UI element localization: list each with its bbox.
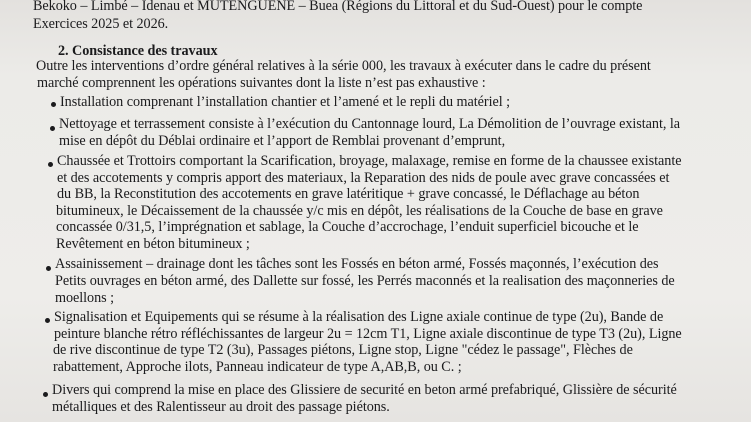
bullet-6-line-2: métalliques et des Ralentisseur au droit des passage piétons. xyxy=(52,399,390,415)
intro-line-2: marché comprennent les opérations suivantes dont la liste n’est pas exhaustive : xyxy=(37,75,486,91)
bullet-4-line-1: Assainissement – drainage dont les tâches sont les Fossés en béton armé, Fossés maçonnés, l’exécution des xyxy=(55,256,659,272)
bullet-4-line-3: moellons ; xyxy=(55,290,115,306)
header-line-1: Bekoko – Limbé – Idenau et MUTENGUENE – Buea (Régions du Littoral et du Sud-Ouest) pour le compte xyxy=(33,0,643,14)
bullet-icon xyxy=(48,162,53,167)
bullet-icon xyxy=(43,392,48,397)
intro-line-1: Outre les interventions d’ordre général relatives à la série 000, les travaux à exécuter dans le cadre du présent xyxy=(36,58,651,74)
header-line-2: Exercices 2025 et 2026. xyxy=(33,16,169,32)
bullet-3-line-6: Revêtement en béton bitumineux ; xyxy=(56,236,250,252)
bullet-icon xyxy=(45,318,50,323)
bullet-3-line-1: Chaussée et Trottoirs comportant la Scarification, broyage, malaxage, remise en forme de la chaussee existante xyxy=(57,153,682,169)
bullet-icon xyxy=(51,102,56,107)
bullet-3-line-5: concassée 0/31,5, l’imprégnation et sablage, la Couche d’accrochage, l’enduit superficiel bicouche et le xyxy=(56,219,639,235)
bullet-3-line-3: du BB, la Reconstitution des accotements en grave latéritique + grave concassé, le Déflachage au béton xyxy=(57,186,640,202)
bullet-icon xyxy=(46,266,51,271)
bullet-3-line-4: bitumineux, le Décaissement de la chaussée y/c mis en dépôt, les réalisations de la Couche de base en grave xyxy=(56,203,663,219)
bullet-1-line-1: Installation comprenant l’installation chantier et l’amené et le repli du matériel ; xyxy=(60,94,511,110)
bullet-6-line-1: Divers qui comprend la mise en place des Glissiere de securité en beton armé prefabriqué, Glissière de sécurité xyxy=(52,382,677,398)
section-title: 2. Consistance des travaux xyxy=(58,43,218,59)
bullet-5-line-4: rabattement, Approche ilots, Panneau indicateur de type A,AB,B, ou C. ; xyxy=(53,359,462,375)
bullet-5-line-2: peinture blanche rétro réfléchissantes de largeur 2u = 12cm T1, Ligne axiale discontinue de type T3 (2u), Ligne xyxy=(54,326,682,342)
bullet-5-line-3: de rive discontinue de type T2 (3u), Passages piétons, Ligne stop, Ligne "cédez le passage", Flèches de xyxy=(53,342,633,358)
bullet-5-line-1: Signalisation et Equipements qui se résume à la réalisation des Ligne axiale continue de type (2u), Bande de xyxy=(54,309,664,325)
bullet-4-line-2: Petits ouvrages en béton armé, des Dallette sur fossé, les Perrés maconnés et la realisation des maçonneries de xyxy=(55,273,675,289)
bullet-icon xyxy=(50,126,55,131)
bullet-3-line-2: et des accotements y compris apport des materiaux, la Reparation des nids de poule avec grave concassées et xyxy=(57,170,670,186)
bullet-2-line-2: mise en dépôt du Déblai ordinaire et l’apport de Remblai provenant d’emprunt, xyxy=(59,133,506,149)
bullet-2-line-1: Nettoyage et terrassement consiste à l’exécution du Cantonnage lourd, La Démolition de l’ouvrage existant, la xyxy=(59,116,680,132)
